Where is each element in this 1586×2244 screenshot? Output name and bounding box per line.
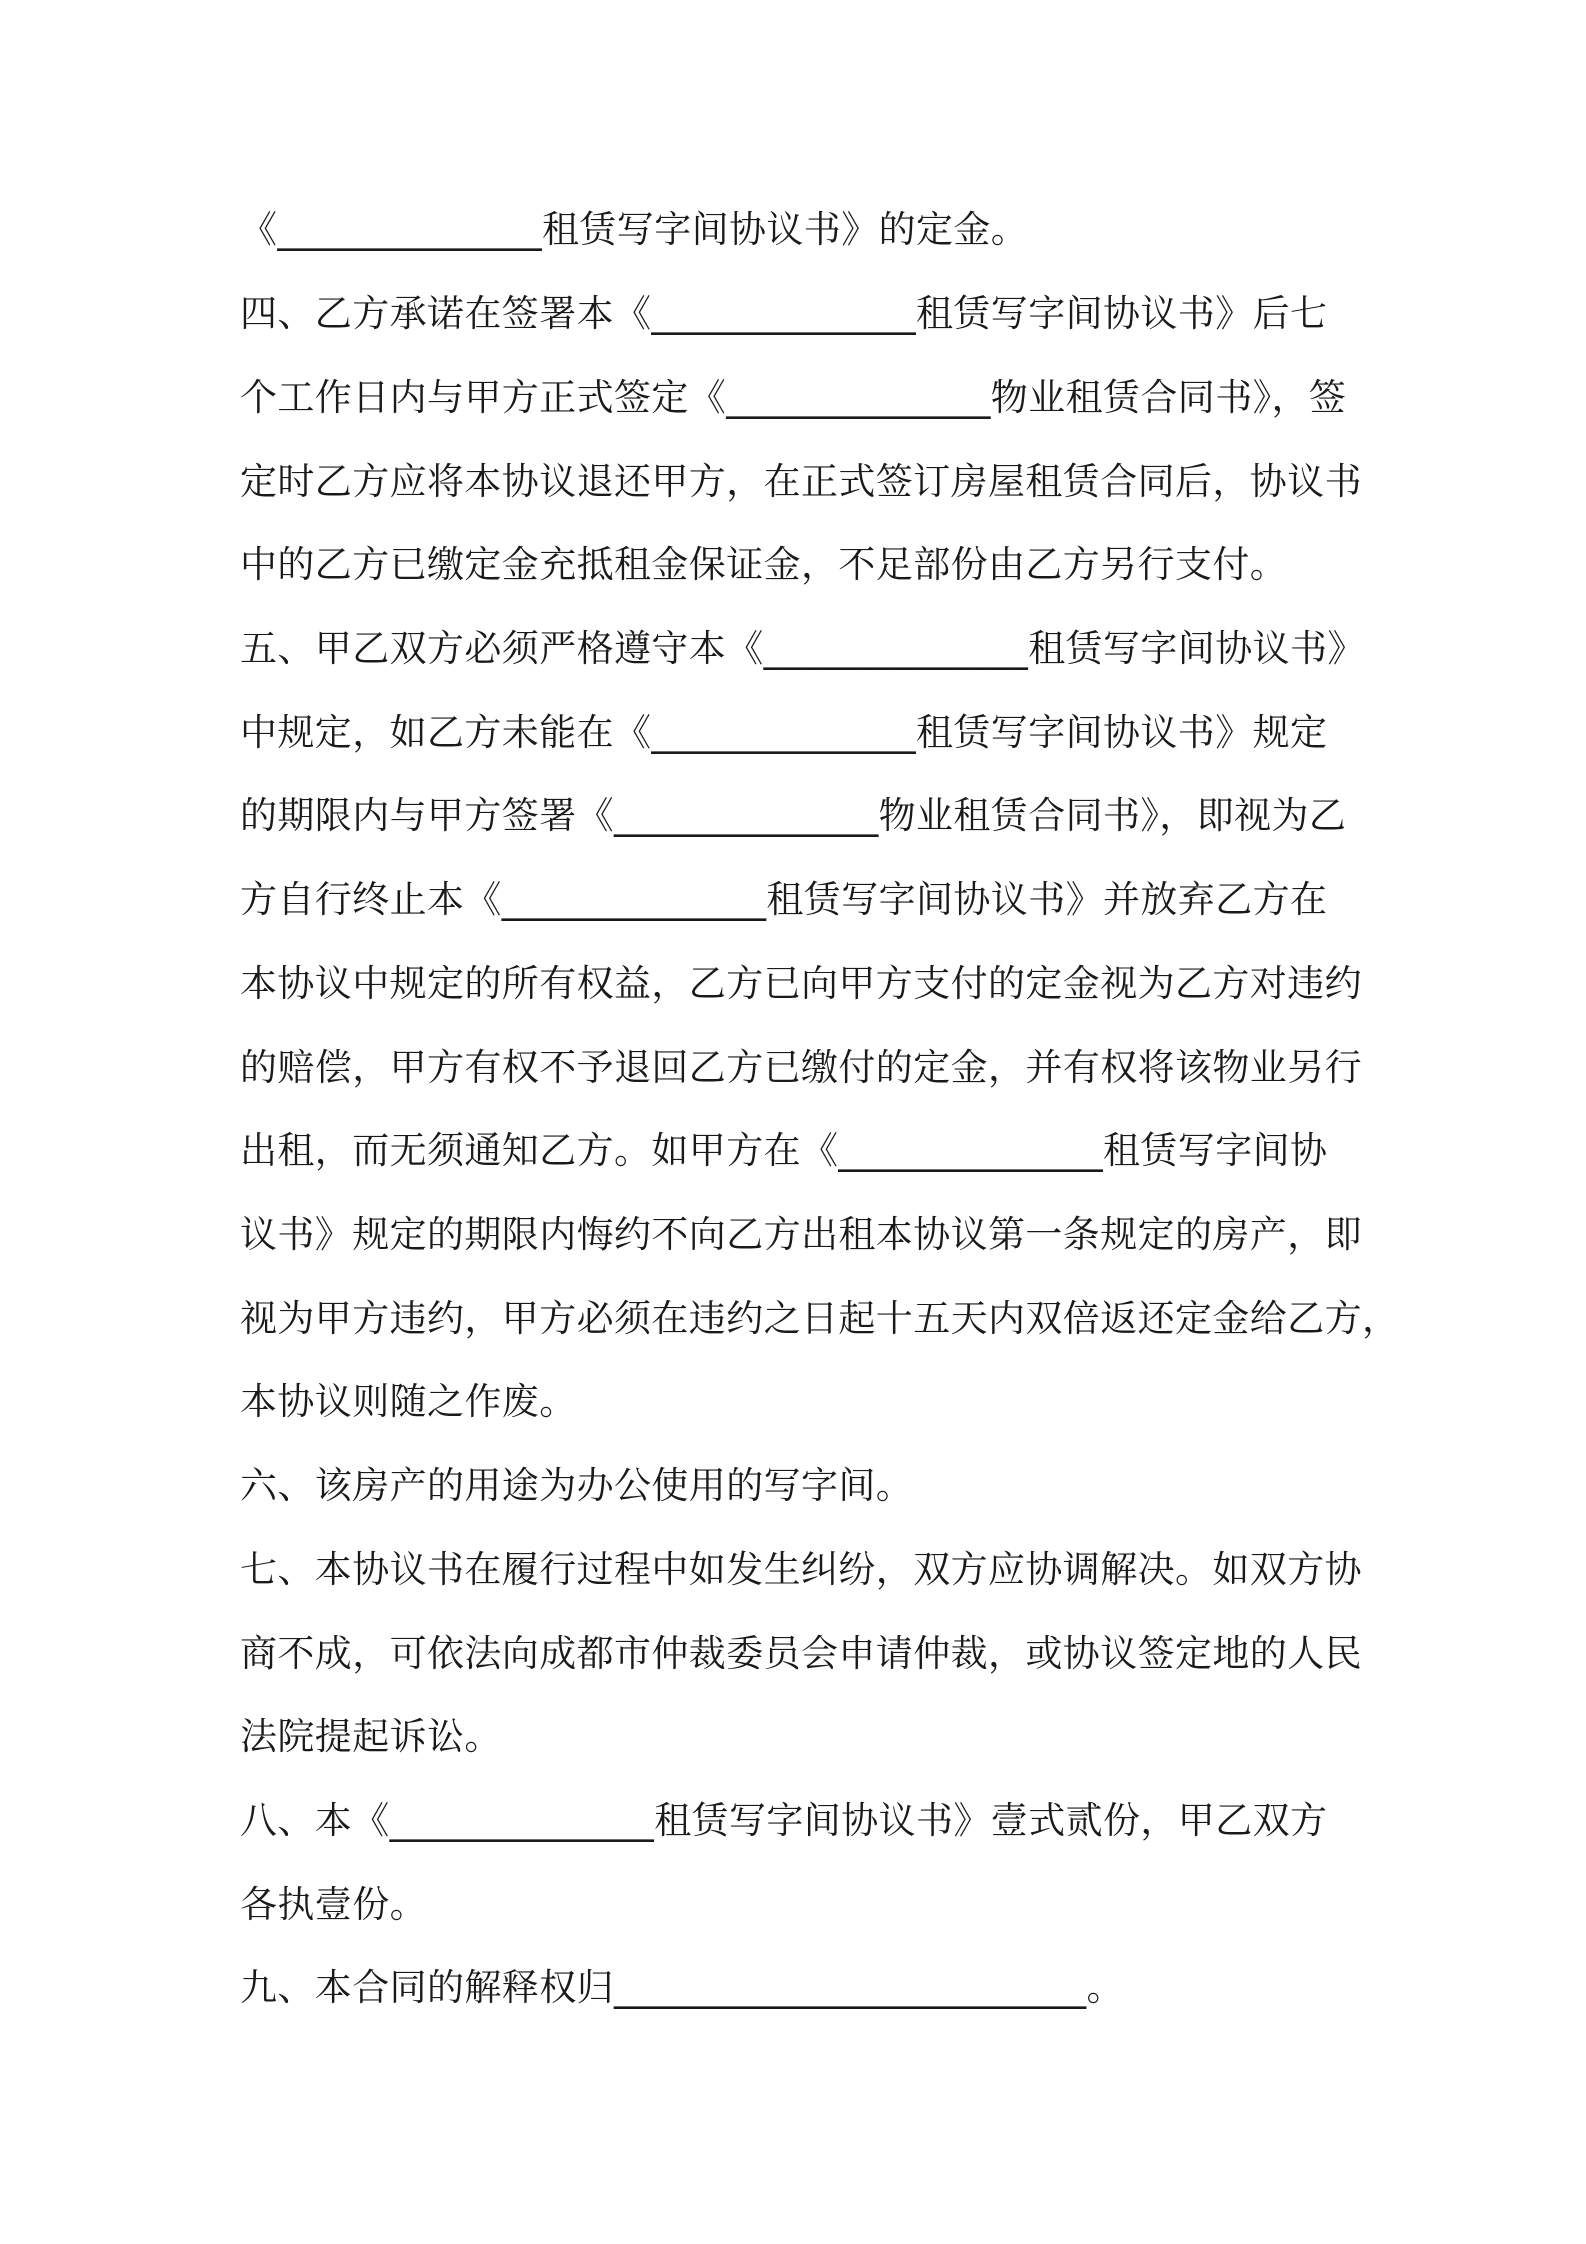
text-line: 中规定，如乙方未能在《______________租赁写字间协议书》规定	[240, 711, 1328, 754]
text-line: 五、甲乙双方必须严格遵守本《______________租赁写字间协议书》	[240, 627, 1365, 670]
text-line: 本协议中规定的所有权益，乙方已向甲方支付的定金视为乙方对违约	[240, 962, 1362, 1005]
text-line: 商不成，可依法向成都市仲裁委员会申请仲裁，或协议签定地的人民	[240, 1632, 1362, 1675]
text-line: 定时乙方应将本协议退还甲方，在正式签订房屋租赁合同后，协议书	[240, 460, 1362, 503]
text-line: 的期限内与甲方签署《______________物业租赁合同书》，即视为乙	[240, 794, 1347, 837]
text-line: 议书》规定的期限内悔约不向乙方出租本协议第一条规定的房产，即	[240, 1213, 1362, 1256]
text-line: 《______________租赁写字间协议书》的定金。	[240, 208, 1029, 251]
text-line: 六、该房产的用途为办公使用的写字间。	[240, 1464, 914, 1507]
text-line: 出租，而无须通知乙方。如甲方在《______________租赁写字间协	[240, 1129, 1328, 1172]
text-line: 四、乙方承诺在签署本《______________租赁写字间协议书》后七	[240, 292, 1328, 335]
text-line: 的赔偿，甲方有权不予退回乙方已缴付的定金，并有权将该物业另行	[240, 1046, 1362, 1089]
text-line: 九、本合同的解释权归_________________________。	[240, 1966, 1124, 2009]
text-line: 本协议则随之作废。	[240, 1380, 577, 1423]
text-line: 七、本协议书在履行过程中如发生纠纷，双方应协调解决。如双方协	[240, 1548, 1362, 1591]
text-line: 方自行终止本《______________租赁写字间协议书》并放弃乙方在	[240, 878, 1328, 921]
text-line: 各执壹份。	[240, 1883, 427, 1926]
text-line: 八、本《______________租赁写字间协议书》壹式贰份，甲乙双方	[240, 1799, 1328, 1842]
text-line: 视为甲方违约，甲方必须在违约之日起十五天内双倍返还定金给乙方，	[240, 1297, 1400, 1340]
text-line: 个工作日内与甲方正式签定《______________物业租赁合同书》，签	[240, 376, 1347, 419]
text-line: 中的乙方已缴定金充抵租金保证金，不足部份由乙方另行支付。	[240, 543, 1288, 586]
text-line: 法院提起诉讼。	[240, 1715, 502, 1758]
